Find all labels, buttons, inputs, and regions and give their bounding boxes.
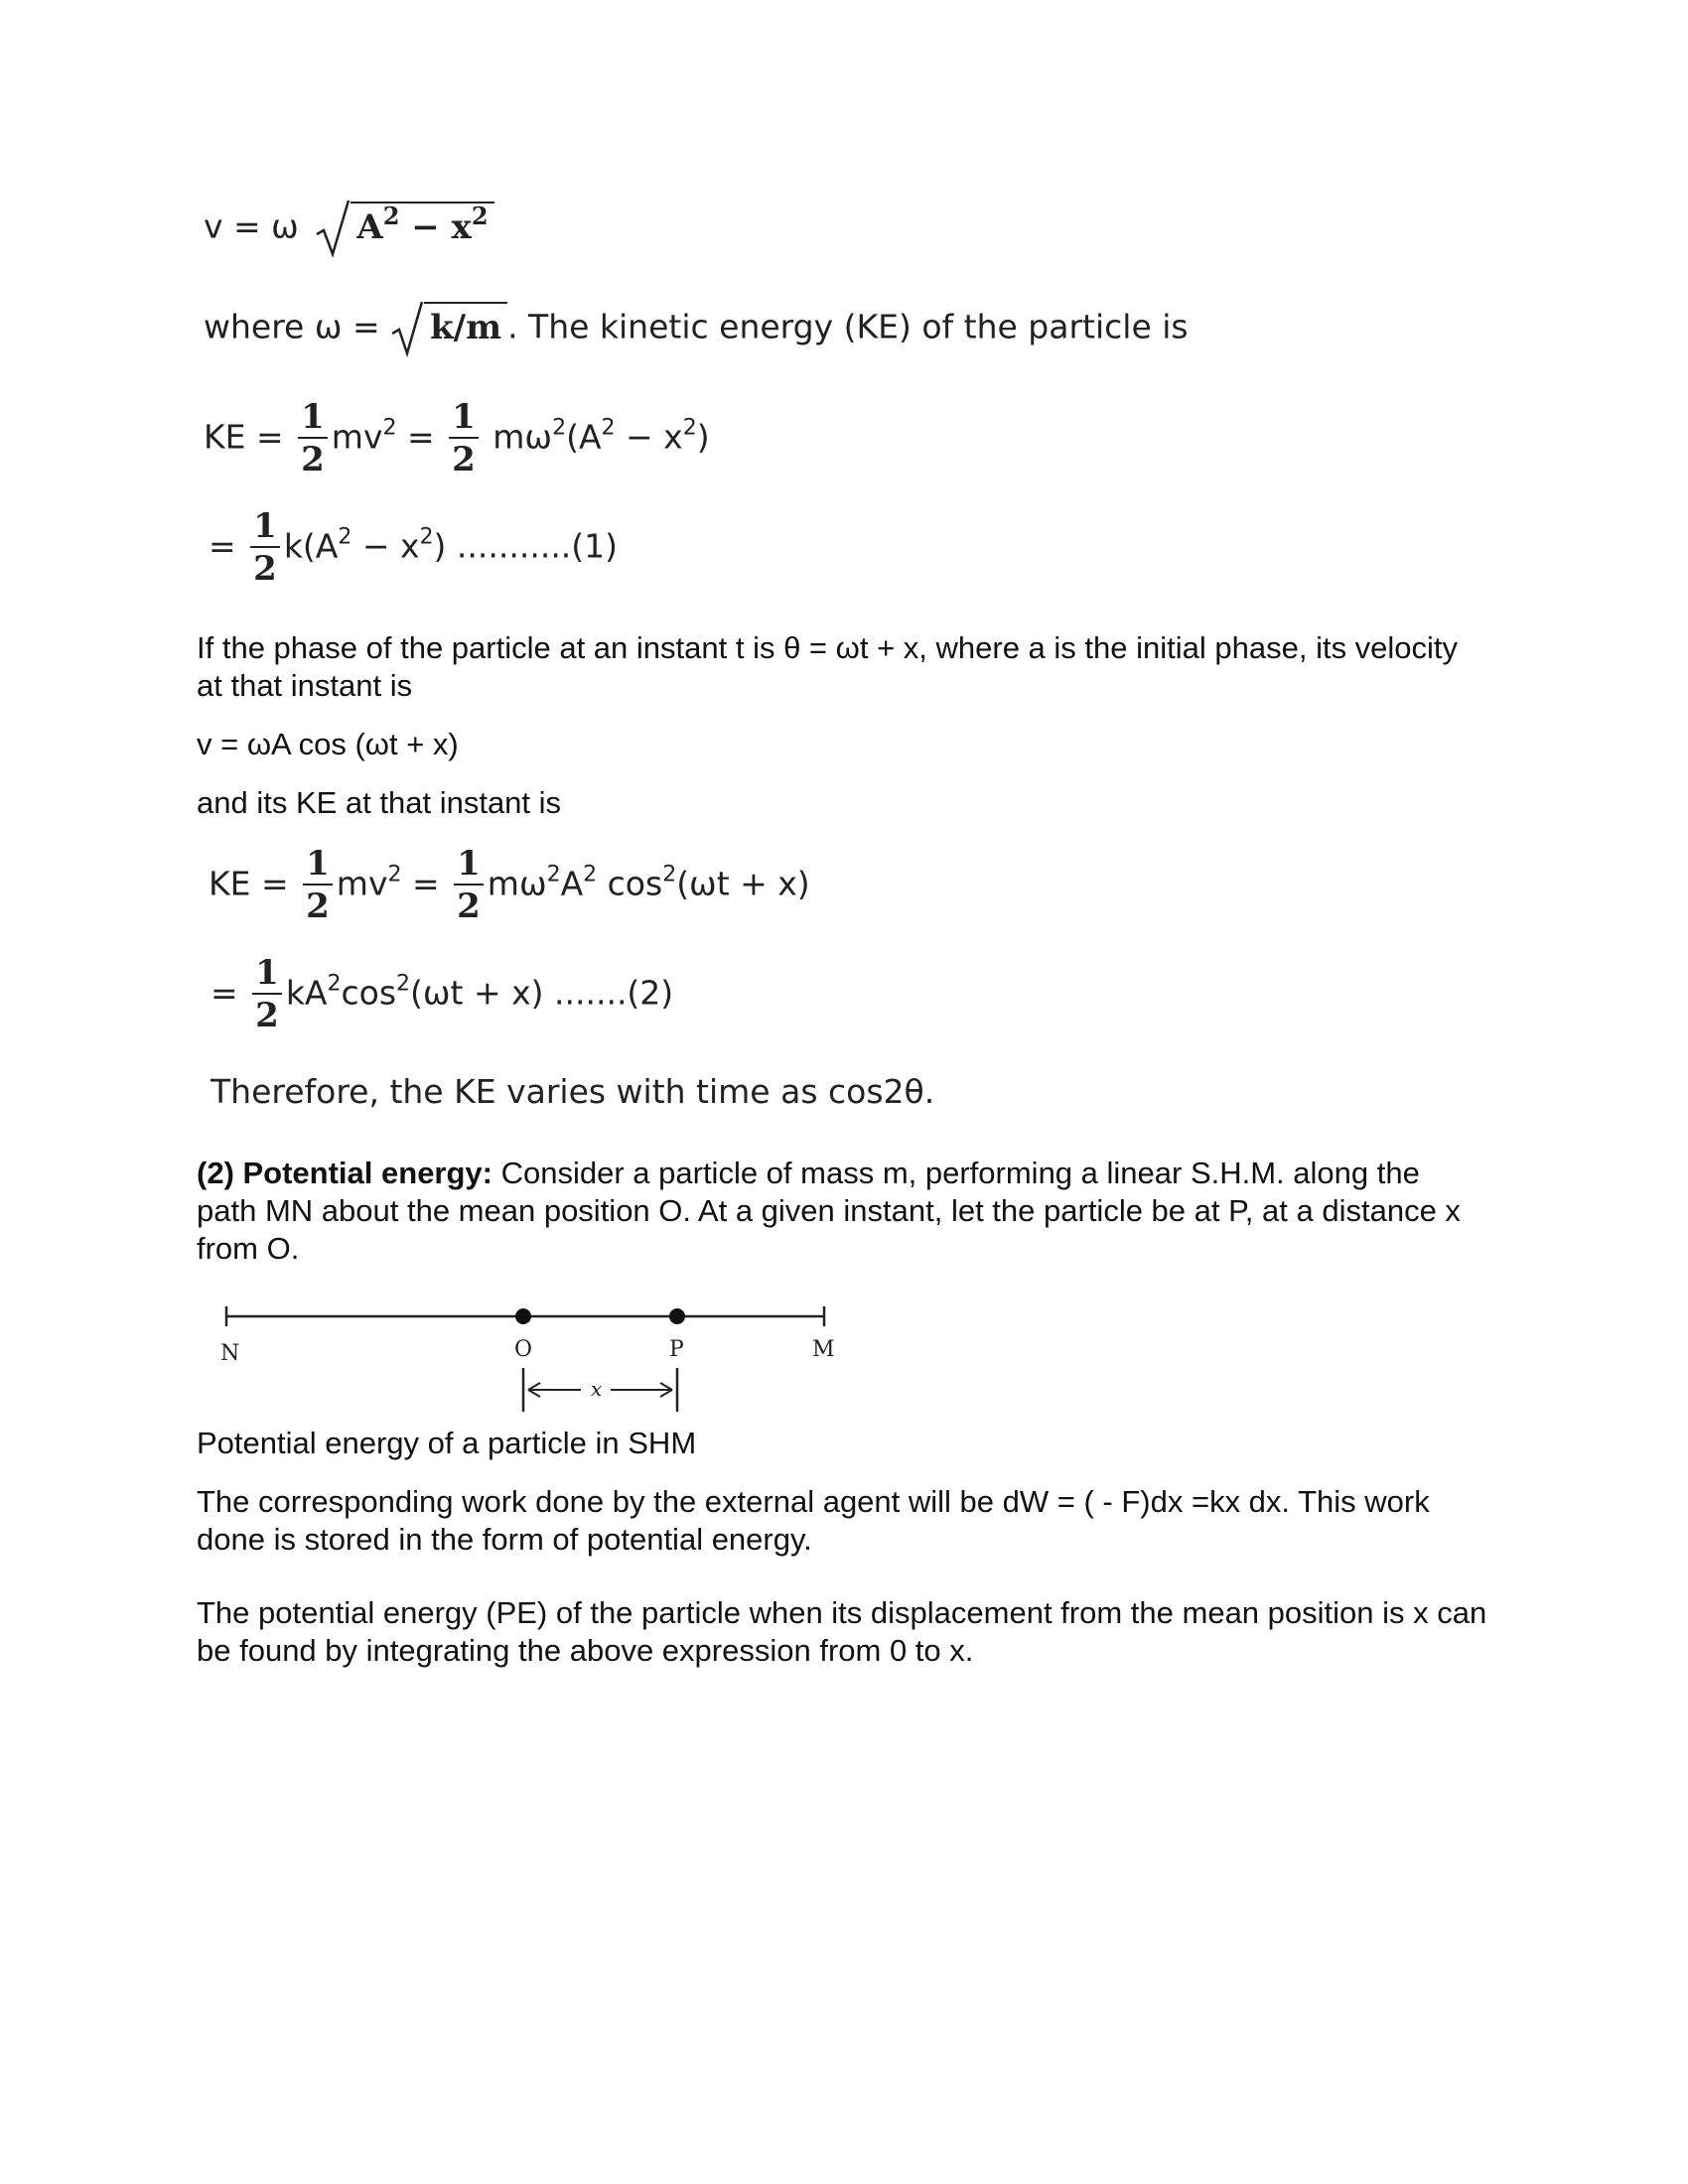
point-o-dot	[515, 1308, 531, 1324]
paragraph-ke-instant: and its KE at that instant is	[197, 785, 562, 820]
equation-ke-2b: = $\frac{1}{2}$ $kA^2\cos^2(\omega t + x)$ .......(2)	[211, 953, 674, 1035]
eq1-radicand: $A^2 - x^2$	[351, 202, 493, 247]
label-m: M	[812, 1337, 835, 1362]
fraction-half: $\frac{1}{2}$	[454, 844, 484, 927]
paragraph-phase: If the phase of the particle at an instant t is θ = ωt + x, where a is the initial phase, its velocity at that instant is	[197, 630, 1459, 703]
label-o: O	[514, 1337, 533, 1362]
label-x: x	[591, 1377, 603, 1401]
fraction-half: $\frac{1}{2}$	[250, 506, 280, 590]
figure-caption: Potential energy of a particle in SHM	[197, 1426, 697, 1460]
equation-ke-1: KE = $\frac{1}{2}$ $mv^2$ = $\frac{1}{2}$ $m\omega^2(A^2 - x^2)$	[204, 397, 710, 479]
paragraph-ke-varies: Therefore, the KE varies with time as cos2θ.	[211, 1072, 935, 1111]
point-p-dot	[669, 1308, 685, 1324]
eq1-lhs: v = ω	[204, 206, 299, 246]
label-p: P	[669, 1337, 684, 1362]
fraction-half: $\frac{1}{2}$	[298, 397, 328, 480]
paragraph-pe-integration: The potential energy (PE) of the particle when its displacement from the mean position is x can be found by integrating the above expression from 0 to x.	[197, 1595, 1487, 1668]
equation-velocity-cos: v = ωA cos (ωt + x)	[197, 727, 459, 761]
fraction-half: $\frac{1}{2}$	[303, 844, 333, 927]
radical-sign-icon	[315, 199, 351, 258]
paragraph-work-done: The corresponding work done by the external agent will be dW = ( - F)dx =kx dx. This work done is stored in the form of potential energy.	[197, 1484, 1430, 1557]
equation-ke-2: KE = $\frac{1}{2}$ $mv^2$ = $\frac{1}{2}$ $m\omega^2A^2$ $\cos^2(\omega t + x)$	[209, 844, 810, 926]
equation-velocity	[204, 199, 494, 258]
paragraph-potential-energy: (2) Potential energy: Consider a particle of mass m, performing a linear S.H.M. along the path MN about the mean position O. At a given instant, let the particle be at P, at a distance x from O.	[197, 1156, 1461, 1266]
fraction-half: $\frac{1}{2}$	[449, 397, 479, 480]
fraction-half: $\frac{1}{2}$	[252, 953, 282, 1036]
radical-sign-icon	[390, 300, 424, 357]
equation-omega: where ω = k/m . The kinetic energy (KE) of the particle is	[204, 300, 1189, 357]
label-n: N	[220, 1341, 240, 1366]
sqrt-symbol	[309, 199, 493, 258]
section-heading: (2) Potential energy:	[197, 1156, 492, 1190]
shm-path-diagram	[209, 1291, 844, 1430]
equation-ke-1b: = $\frac{1}{2}$ $k(A^2 - x^2)$ ...........(1)	[209, 506, 619, 589]
